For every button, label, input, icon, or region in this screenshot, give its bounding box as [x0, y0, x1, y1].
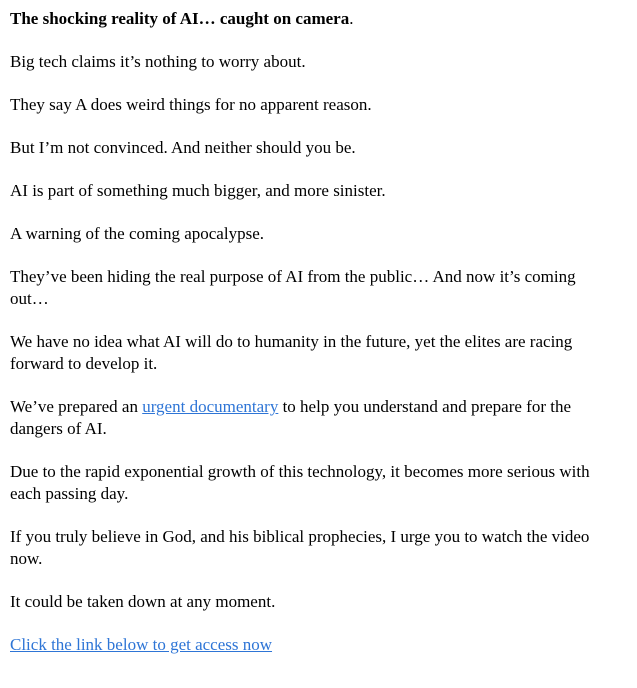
paragraph: AI is part of something much bigger, and more sinister.: [10, 181, 386, 200]
headline: [10, 8, 612, 30]
headline-bold-text: The shocking reality of AI… caught on camera: [10, 9, 350, 28]
link-paragraph-before: We’ve prepared an: [10, 397, 143, 416]
paragraph: They’ve been hiding the real purpose of AI from the public… And now it’s coming out…: [10, 267, 576, 308]
paragraph: Due to the rapid exponential growth of this technology, it becomes more serious with each passing day.: [10, 462, 590, 503]
paragraph: We have no idea what AI will do to humanity in the future, yet the elites are racing forward to develop it.: [10, 332, 573, 373]
urgent-documentary-link[interactable]: urgent documentary: [142, 397, 279, 416]
paragraph: Big tech claims it’s nothing to worry about.: [10, 52, 306, 71]
paragraph: A warning of the coming apocalypse.: [10, 224, 264, 243]
cta-paragraph: [10, 634, 612, 656]
paragraph: If you truly believe in God, and his biblical prophecies, I urge you to watch the video now.: [10, 527, 590, 568]
paragraph: But I’m not convinced. And neither should you be.: [10, 138, 356, 157]
paragraph: They say A does weird things for no apparent reason.: [10, 95, 372, 114]
paragraph: It could be taken down at any moment.: [10, 592, 276, 611]
paragraph-with-link: [10, 396, 612, 440]
get-access-link[interactable]: Click the link below to get access now: [10, 635, 273, 654]
headline-period: .: [349, 9, 354, 28]
link-paragraph-after: to help you understand and prepare for the dangers of AI.: [10, 397, 572, 438]
